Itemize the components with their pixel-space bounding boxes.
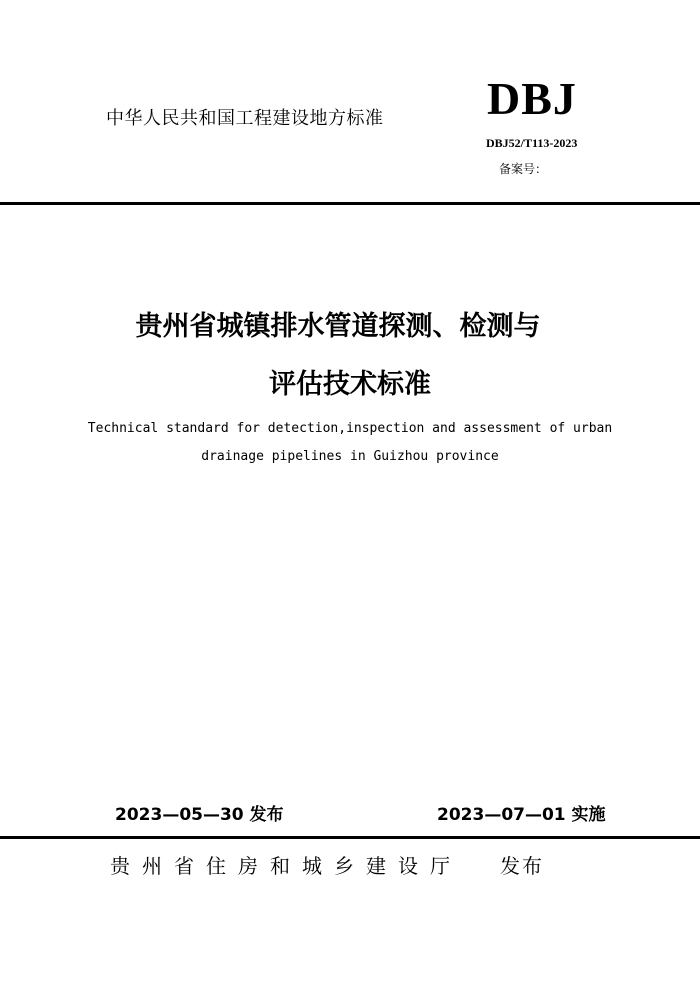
- standard-category: 中华人民共和国工程建设地方标准: [106, 108, 384, 129]
- title-english-line-1: Technical standard for detection,inspection and assessment of urban: [87, 421, 613, 436]
- title-chinese-line-1: 贵州省城镇排水管道探测、检测与: [135, 311, 541, 342]
- title-english-line-2: drainage pipelines in Guizhou province: [201, 449, 499, 464]
- effective-date: 2023—07—01 实施: [437, 805, 606, 825]
- bottom-divider: [0, 836, 700, 839]
- record-number-label: 备案号：: [499, 162, 548, 176]
- issue-date: 2023—05—30 发布: [115, 805, 284, 825]
- standard-number: DBJ52/T113-2023: [486, 136, 578, 150]
- title-chinese-line-2: 评估技术标准: [269, 369, 431, 400]
- issuing-action: 发布: [500, 854, 544, 878]
- issuing-authority: 贵州省住房和城乡建设厅: [110, 854, 462, 878]
- series-code: DBJ: [487, 73, 577, 124]
- top-divider: [0, 202, 700, 205]
